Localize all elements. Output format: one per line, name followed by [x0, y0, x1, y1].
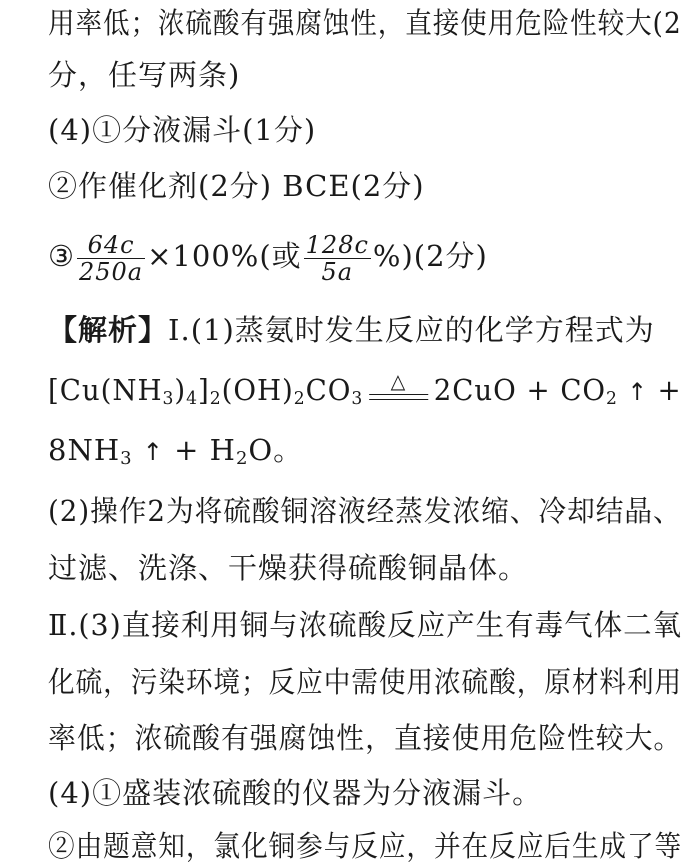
formula-text: ×100%(或: [147, 239, 302, 273]
formula-text: CO: [305, 373, 352, 407]
subscript: 3: [120, 448, 133, 469]
subscript: 2: [606, 388, 618, 409]
heat-triangle-icon: △: [390, 369, 407, 393]
fraction-numerator: 128c: [305, 230, 369, 259]
analysis-heading-line: [48, 312, 655, 348]
text-line: Ⅱ.(3)直接利用铜与浓硫酸反应产生有毒气体二氧: [48, 608, 683, 642]
text-line: ②作催化剂(2分) BCE(2分): [48, 169, 425, 203]
subscript: 4: [186, 388, 199, 409]
formula-text: ): [174, 373, 187, 407]
equation-line: [48, 432, 303, 470]
formula-text: (OH): [221, 373, 294, 407]
equation-line: [48, 369, 682, 410]
text-span: Ⅰ.(1)蒸氨时发生反应的化学方程式为: [168, 313, 655, 347]
gas-arrow-icon: ↑: [627, 378, 648, 406]
formula-text: 2CuO + CO: [433, 373, 607, 407]
fraction-denominator: 5a: [321, 257, 354, 286]
text-line: 化硫，污染环境；反应中需使用浓硫酸，原材料利用: [48, 665, 683, 699]
formula-text: [Cu(NH: [48, 373, 163, 407]
heating-condition-sign: [369, 369, 428, 407]
fraction: [77, 232, 145, 285]
text-line: 分，任写两条): [48, 58, 241, 92]
text-line: (4)①分液漏斗(1分): [48, 113, 317, 147]
text-line: 过滤、洗涤、干燥获得硫酸铜晶体。: [48, 551, 529, 585]
formula-text: %)(2分): [372, 239, 488, 273]
subscript: 3: [351, 388, 364, 409]
subscript: 2: [293, 388, 306, 409]
subscript: 3: [162, 388, 175, 409]
text-line: 率低；浓硫酸有强腐蚀性，直接使用危险性较大。: [48, 721, 683, 755]
subscript: 2: [235, 448, 249, 469]
text-line: (4)①盛装浓硫酸的仪器为分液漏斗。: [48, 776, 543, 810]
formula-text: 8NH: [48, 433, 121, 467]
subscript: 2: [209, 388, 222, 409]
circled-number: ③: [48, 239, 75, 273]
formula-line: [48, 226, 488, 286]
text-line: 用率低；浓硫酸有强腐蚀性，直接使用危险性较大(2: [48, 6, 682, 40]
fraction-denominator: 250a: [79, 257, 144, 286]
fraction-numerator: 64c: [77, 232, 145, 259]
text-line: ②由题意知，氯化铜参与反应，并在反应后生成了等: [48, 829, 683, 863]
formula-text: O。: [248, 433, 304, 467]
analysis-tag: 【解析】: [48, 313, 169, 347]
formula-text: + H: [174, 433, 236, 467]
text-line: (2)操作2为将硫酸铜溶液经蒸发浓缩、冷却结晶、: [48, 494, 682, 528]
formula-text: +: [657, 373, 682, 407]
gas-arrow-icon: ↑: [142, 438, 164, 466]
formula-text: ]: [198, 373, 210, 407]
fraction: [304, 232, 371, 285]
